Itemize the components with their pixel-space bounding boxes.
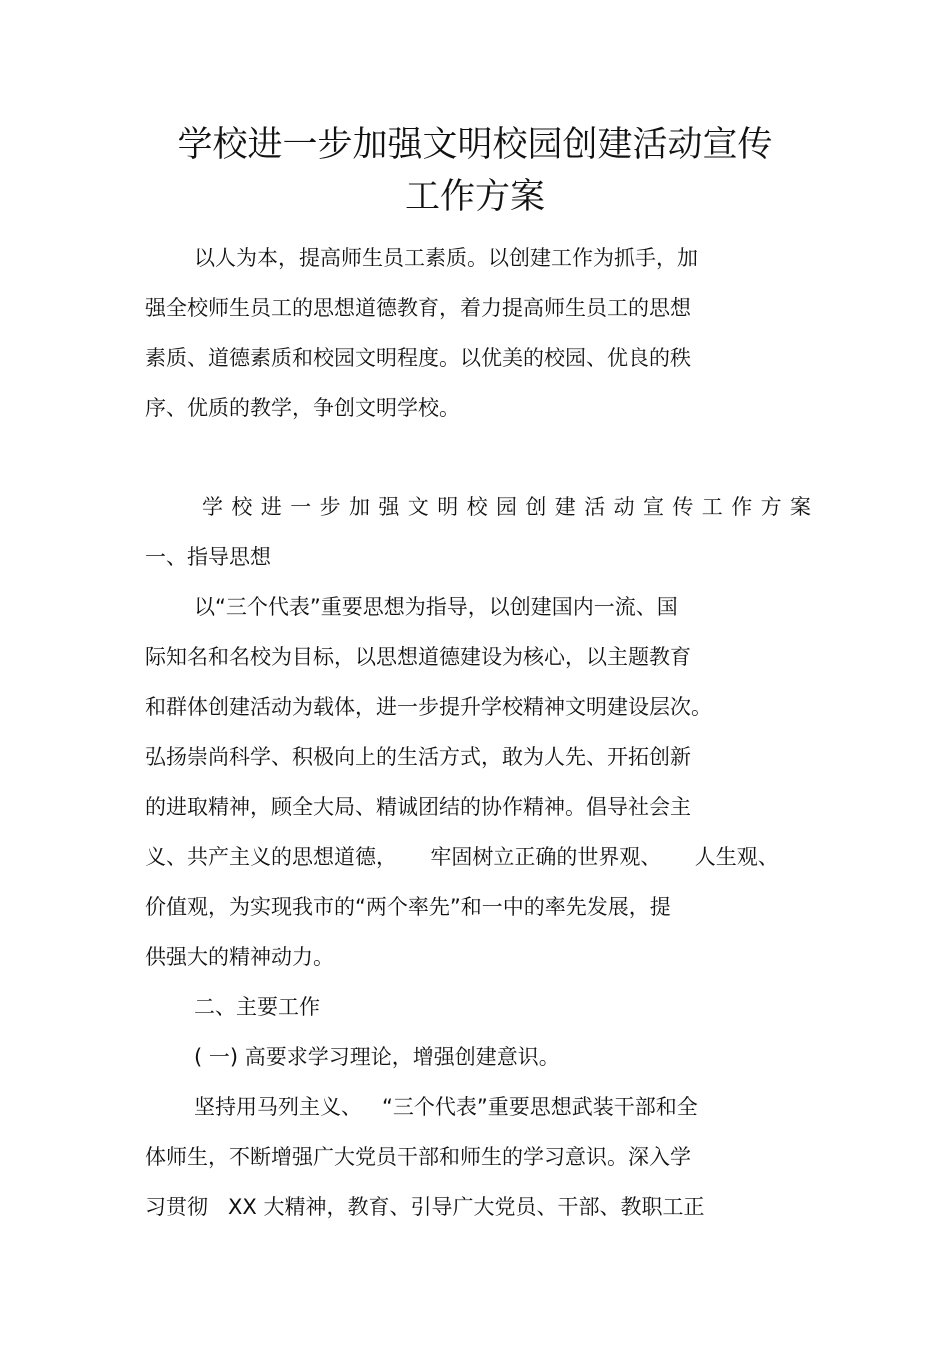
body-line: 体师生，不断增强广大党员干部和师生的学习意识。深入学 — [145, 1145, 691, 1169]
intro-line: 以人为本，提高师生员工素质。以创建工作为抓手，加 — [194, 246, 698, 270]
intro-line: 素质、道德素质和校园文明程度。以优美的校园、优良的秩 — [145, 346, 691, 370]
repeated-title: 学校进一步加强文明校园创建活动宣传工作方案 — [202, 495, 820, 519]
body-line: 的进取精神，顾全大局、精诚团结的协作精神。倡导社会主 — [145, 795, 691, 819]
section-heading: 二、主要工作 — [194, 995, 320, 1019]
body-line: 际知名和名校为目标，以思想道德建设为核心，以主题教育 — [145, 645, 691, 669]
body-line: 以“三个代表”重要思想为指导，以创建国内一流、国 — [194, 595, 678, 619]
body-line: 和群体创建活动为载体，进一步提升学校精神文明建设层次。 — [145, 695, 712, 719]
body-line: 供强大的精神动力。 — [145, 945, 334, 969]
section-heading: 一、指导思想 — [145, 545, 271, 569]
body-line: 义、共产主义的思想道德， 牢固树立正确的世界观、 人生观、 — [145, 845, 779, 869]
document-title-line-1: 学校进一步加强文明校园创建活动宣传 — [177, 125, 773, 165]
subsection-heading: ( 一) 高要求学习理论，增强创建意识。 — [194, 1045, 560, 1069]
intro-line: 序、优质的教学，争创文明学校。 — [145, 396, 460, 420]
body-line: 弘扬崇尚科学、积极向上的生活方式，敢为人先、开拓创新 — [145, 745, 691, 769]
body-line: 价值观，为实现我市的“两个率先”和一中的率先发展，提 — [145, 895, 671, 919]
body-line: 坚持用马列主义、 “三个代表”重要思想武装干部和全 — [194, 1095, 698, 1119]
intro-line: 强全校师生员工的思想道德教育，着力提高师生员工的思想 — [145, 296, 691, 320]
document-title-line-2: 工作方案 — [404, 177, 545, 217]
body-line: 习贯彻 XX 大精神，教育、引导广大党员、干部、教职工正 — [145, 1195, 705, 1219]
